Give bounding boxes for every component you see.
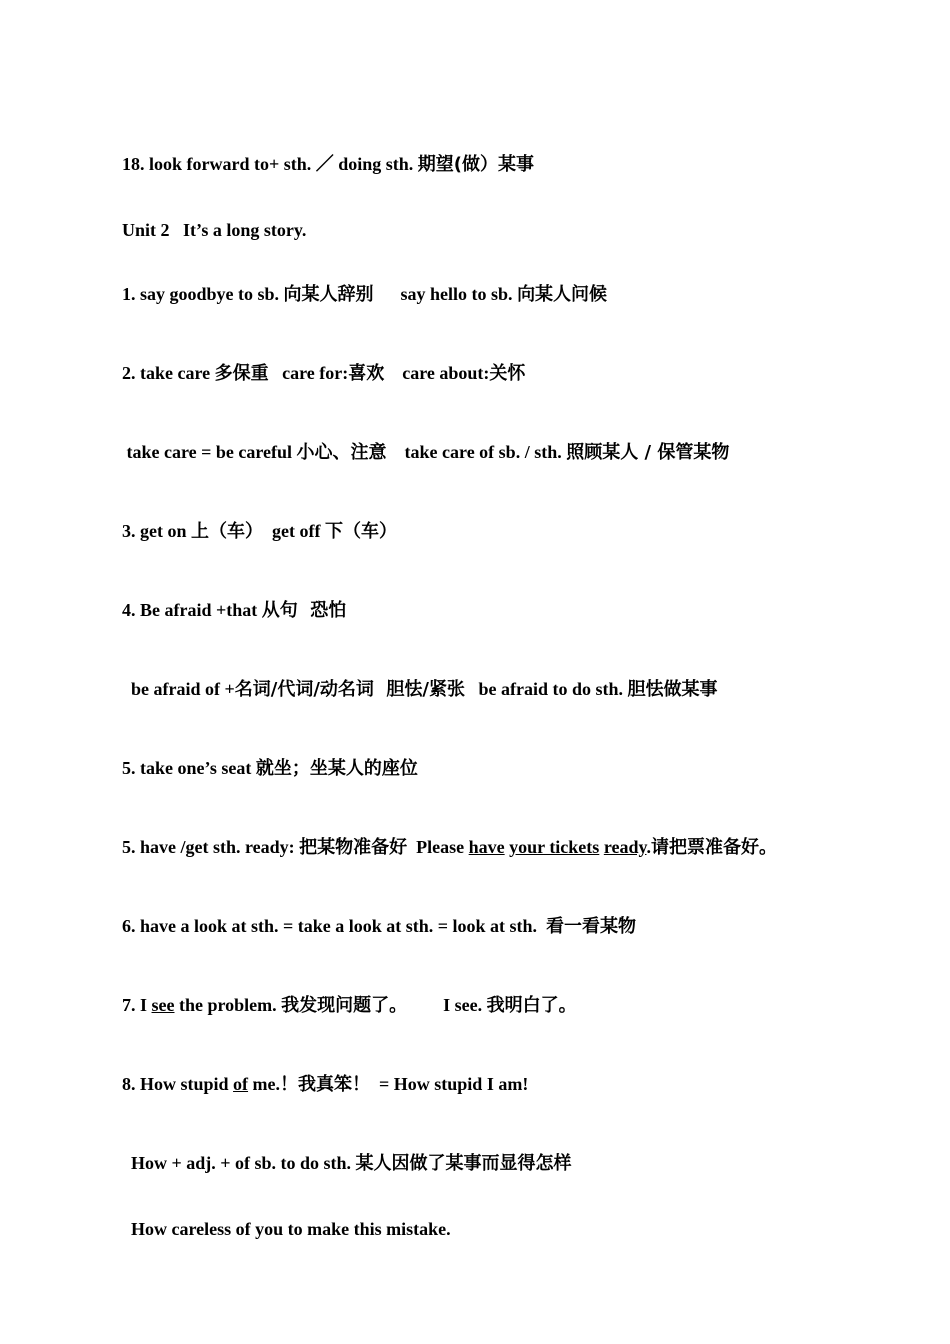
unit-heading [104, 194, 307, 240]
line-8c-example [104, 1193, 451, 1239]
line-text: = How stupid I am! [370, 1074, 529, 1094]
line-text-cn: ！我真笨！ [280, 1074, 371, 1095]
line-text-cn: 喜欢 [348, 363, 385, 384]
line-text: me. [248, 1074, 281, 1094]
line-text: . [646, 837, 651, 857]
line-text: care for: [268, 363, 349, 383]
line-text: take care = be careful [122, 442, 297, 462]
line-text-cn: 我明白了。 [486, 995, 577, 1016]
line-text: be afraid of + [122, 679, 235, 699]
line-5b-have-ready [104, 811, 777, 858]
line-text-cn: 期望(做）某事 [417, 154, 535, 175]
line-18-look-forward [104, 128, 535, 175]
underlined-word: ready [603, 837, 647, 857]
line-text: 2. take care [122, 363, 215, 383]
line-3-get-on [104, 495, 397, 542]
line-text-cn: 照顾某人 / 保管某物 [566, 442, 730, 463]
line-text: 7. I [122, 995, 152, 1015]
line-text-cn: 多保重 [214, 363, 269, 384]
line-text: 3. get on [122, 521, 191, 541]
line-text: How careless of you to make this mistake. [122, 1219, 451, 1239]
line-text: care about: [384, 363, 490, 383]
line-text: get off [263, 521, 325, 541]
line-text-cn: 名词/代词/动名词 胆怯/紧张 [234, 679, 466, 700]
line-text: I see. [407, 995, 487, 1015]
line-text: How + adj. + of sb. to do sth. [122, 1153, 356, 1173]
line-text: 5. have /get sth. ready: [122, 837, 300, 857]
line-7-i-see [104, 969, 577, 1016]
line-text-cn: 胆怯做某事 [627, 679, 718, 700]
line-text-cn: 看一看某物 [546, 916, 637, 937]
line-6-have-a-look [104, 890, 637, 937]
underlined-word: of [233, 1074, 249, 1094]
line-text-cn: 下（车） [324, 521, 397, 542]
line-text-cn: 关怀 [489, 363, 526, 384]
line-text-cn: 向某人辞别 [283, 284, 374, 305]
line-8b-how-adj [104, 1127, 572, 1174]
line-text-cn: 请把票准备好。 [650, 837, 777, 858]
line-text-cn: 就坐；坐某人的座位 [255, 758, 418, 779]
line-text: 1. say goodbye to sb. [122, 284, 284, 304]
line-text: 4. Be afraid +that [122, 600, 262, 620]
line-text-cn: 小心、注意 [296, 442, 387, 463]
line-text-cn: 向某人问候 [517, 284, 608, 305]
underlined-word: your tickets [509, 837, 600, 857]
line-4b-be-afraid-of [104, 653, 718, 700]
line-2-take-care [104, 337, 526, 384]
underlined-word: see [151, 995, 175, 1015]
line-text-cn: 从句 恐怕 [261, 600, 347, 621]
line-8-how-stupid [104, 1048, 529, 1095]
line-text: the problem. [174, 995, 282, 1015]
line-text: 18. look forward to+ sth. ／ doing sth. [122, 154, 418, 174]
line-text: say hello to sb. [373, 284, 518, 304]
line-4-be-afraid [104, 574, 347, 621]
line-text: take care of sb. / sth. [386, 442, 567, 462]
line-text-cn: 我发现问题了。 [281, 995, 408, 1016]
unit-title: Unit 2 It’s a long story. [122, 220, 307, 240]
line-text: 5. take one’s seat [122, 758, 256, 778]
line-text-cn: 把某物准备好 [299, 837, 408, 858]
line-text: 8. How stupid [122, 1074, 234, 1094]
line-text-cn: 某人因做了某事而显得怎样 [355, 1153, 572, 1174]
line-1-say-goodbye [104, 258, 608, 305]
line-text: be afraid to do sth. [465, 679, 628, 699]
line-2b-be-careful [104, 416, 730, 463]
line-5-take-seat [104, 732, 418, 779]
line-text: Please [407, 837, 469, 857]
line-text: 6. have a look at sth. = take a look at sth. = look at sth. [122, 916, 547, 936]
line-text-cn: 上（车） [191, 521, 263, 542]
underlined-word: have [468, 837, 505, 857]
